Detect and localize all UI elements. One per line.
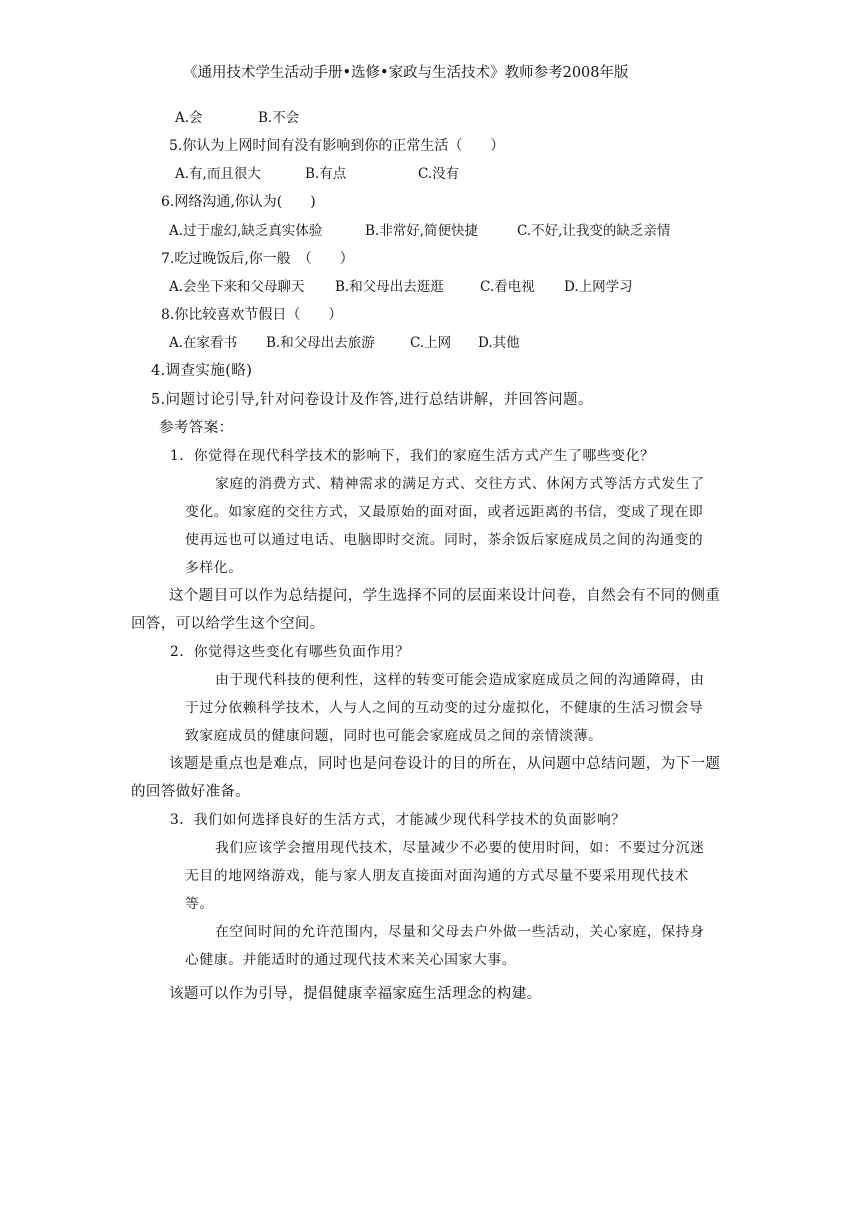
question-6: 6.网络沟通,你认为( ) <box>161 194 316 210</box>
item-3-answer-line: 在空间时间的允许范围内，尽量和父母去户外做一些活动，关心家庭，保持身 <box>215 924 705 940</box>
item-1-note-line: 这个题目可以作为总结提问，学生选择不同的层面来设计问卷，自然会有不同的侧重 <box>169 588 721 604</box>
step-5: 5.问题讨论引导,针对问卷设计及作答,进行总结讲解，并回答问题。 <box>151 392 593 408</box>
item-2-note-line: 该题是重点也是难点，同时也是问卷设计的目的所在，从问题中总结问题，为下一题 <box>169 756 721 772</box>
option: A.会坐下来和父母聊天 <box>169 279 305 295</box>
item-2-note-line: 的回答做好准备。 <box>131 784 251 800</box>
item-1-question: 1．你觉得在现代科学技术的影响下，我们的家庭生活方式产生了哪些变化？ <box>170 448 655 464</box>
q7-options <box>169 277 633 297</box>
item-3-answer-line: 我们应该学会擅用现代技术，尽量减少不必要的使用时间，如：不要过分沉迷 <box>215 840 705 856</box>
item-1-answer-line: 多样化。 <box>185 560 243 576</box>
item-1-answer-line: 家庭的消费方式、精神需求的满足方式、交往方式、休闲方式等活方式发生了 <box>215 476 705 492</box>
reference-answers-title: 参考答案： <box>159 420 234 436</box>
q4-options <box>175 108 299 128</box>
item-2-answer-line: 于过分依赖科学技术，人与人之间的互动变的过分虚拟化，不健康的生活习惯会导 <box>185 700 704 716</box>
item-2-answer-line: 致家庭成员的健康问题，同时也可能会家庭成员之间的亲情淡薄。 <box>185 728 603 744</box>
q8-options <box>169 333 520 353</box>
option: B.和父母出去逛逛 <box>335 279 444 295</box>
option: C.上网 <box>410 335 452 351</box>
item-3-answer-line: 心健康。并能适时的通过现代技术来关心国家大事。 <box>185 952 517 968</box>
step-4: 4.调查实施(略) <box>151 363 253 379</box>
page-header: 《通用技术学生活动手册•选修•家政与生活技术》教师参考2008年版 <box>183 65 629 81</box>
item-2-answer-line: 由于现代科技的便利性，这样的转变可能会造成家庭成员之间的沟通障碍，由 <box>215 672 705 688</box>
item-1-answer-line: 使再远也可以通过电话、电脑即时交流。同时，茶余饭后家庭成员之间的沟通变的 <box>185 532 704 548</box>
option: A.会 <box>175 110 203 126</box>
option: B.和父母出去旅游 <box>266 335 375 351</box>
option: A.过于虚幻,缺乏真实体验 <box>169 223 323 239</box>
option: B.有点 <box>305 166 347 182</box>
question-7: 7.吃过晚饭后,你一般 （ ） <box>161 251 354 267</box>
option: C.不好,让我变的缺乏亲情 <box>517 223 671 239</box>
option: B.非常好,简便快捷 <box>365 223 479 239</box>
item-3-answer-line: 等。 <box>185 896 214 912</box>
question-8: 8.你比较喜欢节假日（ ） <box>161 307 343 323</box>
option: D.其他 <box>478 335 520 351</box>
option: C.看电视 <box>480 279 535 295</box>
item-3-answer-line: 无目的地网络游戏，能与家人朋友直接面对面沟通的方式尽量不要采用现代技术 <box>185 868 689 884</box>
q6-options <box>169 221 670 241</box>
option: A.有,而且很大 <box>175 166 261 182</box>
option: D.上网学习 <box>564 279 633 295</box>
question-5: 5.你认为上网时间有没有影响到你的正常生活（ ） <box>169 138 505 154</box>
item-3-question: 3．我们如何选择良好的生活方式，才能减少现代科学技术的负面影响？ <box>170 812 626 828</box>
q5-options <box>175 164 459 184</box>
option: C.没有 <box>418 166 460 182</box>
item-1-note-line: 回答，可以给学生这个空间。 <box>131 616 325 632</box>
option: B.不会 <box>258 110 300 126</box>
item-3-note-line: 该题可以作为引导，提倡健康幸福家庭生活理念的构建。 <box>169 986 542 1002</box>
option: A.在家看书 <box>169 335 238 351</box>
item-2-question: 2．你觉得这些变化有哪些负面作用？ <box>170 644 410 660</box>
item-1-answer-line: 变化。如家庭的交往方式，又最原始的面对面，或者远距离的书信，变成了现在即 <box>185 504 704 520</box>
